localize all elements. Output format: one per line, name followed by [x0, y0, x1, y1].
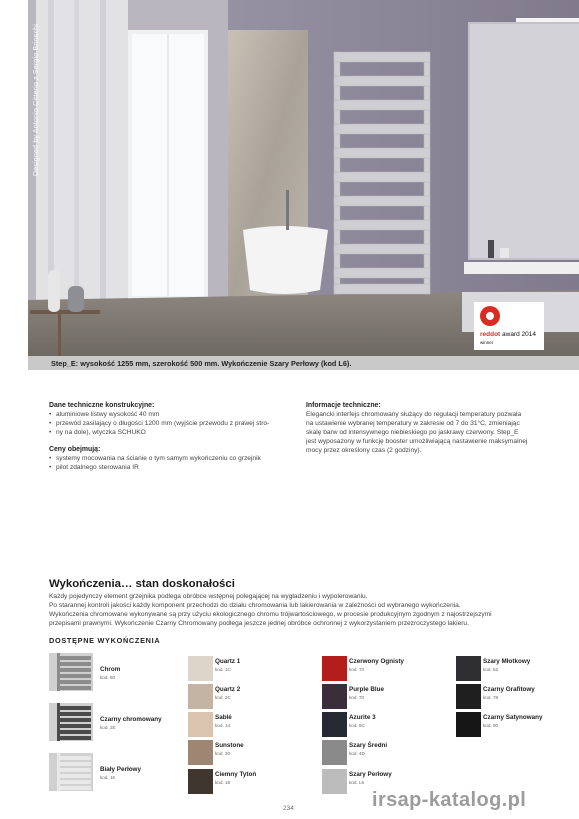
finish-swatch	[188, 684, 213, 709]
finish-swatch	[456, 656, 481, 681]
finish-name: Szary Średni	[349, 742, 388, 749]
finish-swatch	[322, 712, 347, 737]
list-item-continuation	[49, 428, 289, 437]
finish-code: kod. 6C	[349, 723, 365, 728]
finish-swatch	[322, 656, 347, 681]
radiator-finish-sample	[49, 753, 93, 791]
finish-code: kod. L6	[349, 780, 365, 785]
info-line: Elegancki interfejs chromowany służący do regulacji temperatury pozwala	[306, 411, 522, 418]
radiator-icon	[49, 703, 93, 741]
watermark: irsap-katalog.pl	[372, 789, 527, 811]
award-year: award 2014	[502, 331, 537, 338]
finish-swatch	[322, 769, 347, 794]
includes-list	[49, 454, 289, 472]
reddot-award-badge	[474, 302, 544, 350]
spec-right-column	[306, 401, 543, 455]
list-item-continuation-text: ny na dole), wtyczka SCHUKO	[56, 429, 146, 436]
finish-name: Szary Młotkowy	[483, 658, 531, 665]
info-line: jest wyposażony w funkcję booster umożliwiającą nastawienie maksymalnej	[306, 438, 528, 445]
radiator-icon	[49, 753, 93, 791]
finish-code: kod. 4D	[349, 751, 365, 756]
finish-code: kod. 90	[483, 723, 499, 728]
finishes-line: Po starannej kontroli jakości każdy komponent przechodzi do działu chromowania lub lakierowania w zależności od wybranego wykończenia.	[49, 602, 461, 609]
info-line: skalę barw od intensywnego niebieskiego po jaskrawy czerwony. Step_E	[306, 429, 519, 436]
list-item: • aluminiowe listwy wysokość 40 mm	[49, 410, 289, 419]
list-item: • systemy mocowania na ścianie o tym samym wykończeniu co grzejnik	[49, 454, 289, 463]
radiator-finish-name: Biały Perłowy	[100, 766, 141, 773]
includes-heading: Ceny obejmują:	[49, 446, 101, 453]
finish-code: kod. 52	[483, 667, 499, 672]
reddot-logo-icon	[480, 306, 500, 326]
finishes-description	[49, 592, 549, 628]
technical-list	[49, 410, 289, 437]
finish-code: kod. 78	[483, 695, 499, 700]
finish-swatch	[188, 712, 213, 737]
list-item: • przewód zasilający o długości 1200 mm (wyjście przewodu z prawej stro-	[49, 419, 289, 428]
list-item: • pilot zdalnego sterowania IR	[49, 463, 289, 472]
radiator-finish-name: Czarny chromowany	[100, 716, 162, 723]
finish-name: Sunstone	[215, 742, 244, 749]
finish-swatch	[188, 769, 213, 794]
radiator-finish-code: kod. 2E	[100, 725, 116, 730]
award-sub: winner	[480, 340, 494, 345]
finish-swatch	[322, 684, 347, 709]
finish-name: Czarny Grafitowy	[483, 686, 535, 693]
info-line: na ustawienie wybranej temperatury w zakresie od 7 do 31°C, zmieniając	[306, 420, 520, 427]
finishes-line: Wykończenia chromowane wykonywane są przy użyciu ekologicznego chromu trójwartościowego, w procesie produkcyjnym zgodnym z najostrzejszymi	[49, 611, 492, 618]
info-line: mocy przez określony czas (2 godziny).	[306, 447, 422, 454]
finish-code: kod. 14	[215, 723, 231, 728]
finish-name: Szary Perłowy	[349, 771, 392, 778]
finish-swatch	[456, 684, 481, 709]
radiator-finish-sample	[49, 703, 93, 741]
finish-swatch	[322, 740, 347, 765]
finishes-line: Każdy pojedynczy element grzejnika podlega obróbce wstępnej polegającej na wygładzeniu i wypolerowaniu.	[49, 593, 368, 600]
finish-name: Azurite 3	[349, 714, 376, 721]
product-caption: Step_E: wysokość 1255 mm, szerokość 500 mm. Wykończenie Szary Perłowy (kod L6).	[28, 356, 579, 370]
finish-name: Quartz 2	[215, 686, 241, 693]
finish-name: Ciemny Tytoń	[215, 771, 257, 778]
finishes-title: Wykończenia… stan doskonałości	[49, 578, 235, 590]
finish-name: Czarny Satynowany	[483, 714, 543, 721]
finish-code: kod. 18	[215, 780, 231, 785]
finish-code: kod. 20	[215, 751, 231, 756]
page-number: 234	[283, 805, 294, 812]
finish-name: Quartz 1	[215, 658, 241, 665]
spec-left-column	[49, 401, 289, 472]
finish-name: Sablé	[215, 714, 232, 721]
finish-code: kod. 70	[349, 695, 365, 700]
info-heading: Informacje techniczne:	[306, 402, 381, 409]
finish-code: kod. 2C	[215, 695, 231, 700]
award-title	[480, 331, 536, 338]
finish-name: Purple Blue	[349, 686, 384, 693]
radiator-finish-name: Chrom	[100, 666, 121, 673]
finish-code: kod. 70	[349, 667, 365, 672]
finishes-line: przepisami prawnymi. Wykończenie Czarny Chromowany podlega jeszcze jednej obróbce ochronnej z wykorzystaniem przezroczystego lakieru.	[49, 620, 469, 627]
radiator-finish-code: kod. 16	[100, 775, 116, 780]
available-finishes-heading: DOSTĘPNE WYKOŃCZENIA	[49, 636, 161, 645]
radiator-icon	[49, 653, 93, 691]
radiator-finish-code: kod. 50	[100, 675, 116, 680]
finish-name: Czerwony Ognisty	[349, 658, 404, 665]
award-brand: reddot	[480, 331, 501, 338]
finish-swatch	[188, 740, 213, 765]
finish-code: kod. 1C	[215, 667, 231, 672]
finish-swatch	[188, 656, 213, 681]
designer-credit: Designed by Antonio Citterio z Sergio Brioschi	[33, 24, 40, 176]
technical-heading: Dane techniczne konstrukcyjne:	[49, 402, 155, 409]
radiator-finish-sample	[49, 653, 93, 691]
finish-swatch	[456, 712, 481, 737]
